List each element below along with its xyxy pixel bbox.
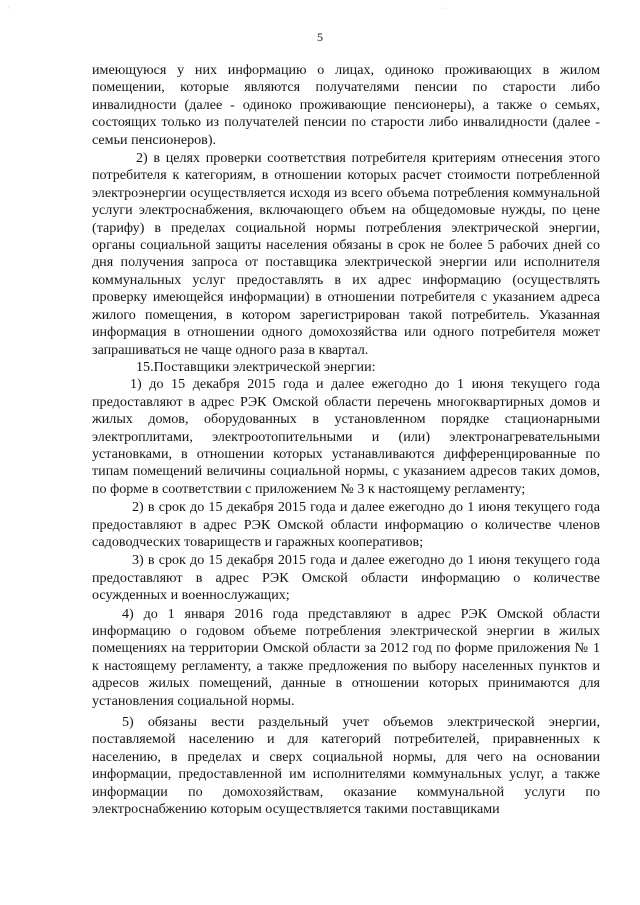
document-body [92, 62, 600, 818]
scan-artifact-left: ' · [8, 6, 13, 12]
paragraph-item-5: 5) обязаны вести раздельный учет объемов электрической энергии, поставляемой населению и для категорий потребителей, приравненных к населению, в пределах и сверх социальной нормы, для чего на основании информации, предоставленной им исполнителями коммунальных услуг, а также информации по домохозяйствам, оказание коммунальной услуги по электроснабжению которым осуществляется такими поставщиками [92, 714, 600, 818]
paragraph-item-2: 2) в целях проверки соответствия потребителя критериям отнесения этого потребителя к категориям, в отношении которых расчет стоимости потребленной электроэнергии осуществляется исходя из всего объема потребления коммунальной услуги электроснабжения, включающего объем на общедомовые нужды, по цене (тарифу) в пределах социальной нормы потребления электрической энергии, органы социальной защиты населения обязаны в срок не более 5 рабочих дней со дня получения запроса от поставщика электрической энергии или исполнителя коммунальных услуг предоставлять в их адрес информацию (осуществлять проверку имеющейся информации) в отношении потребителя с указанием адреса жилого помещения, в котором зарегистрирован такой потребитель. Указанная информация в отношении одного домохозяйства или одного потребителя может запрашиваться не чаще одного раза в квартал. [92, 150, 600, 358]
paragraph-item-4: 4) до 1 января 2016 года представляют в адрес РЭК Омской области информацию о годовом объеме потребления электрической энергии в жилых помещениях на территории Омской области за 2012 год по форме приложения № 1 к настоящему регламенту, а также предложения по выбору населенных пунктов и адресов жилых помещений, данные в отношении которых принимаются для установления социальной нормы. [92, 605, 600, 709]
paragraph-continuation: имеющуюся у них информацию о лицах, одиноко проживающих в жилом помещении, которые являются получателями пенсии по старости либо инвалидности (далее - одиноко проживающие пенсионеры), а также о семьях, состоящих только из получателей пенсии по старости либо инвалидности (далее - семьи пенсионеров). [92, 62, 600, 148]
paragraph-heading-15: 15.Поставщики электрической энергии: [136, 358, 376, 375]
scan-artifact-right: · · · [440, 6, 449, 12]
paragraph-item-1: 1) до 15 декабря 2015 года и далее ежегодно до 1 июня текущего года предоставляют в адрес РЭК Омской области перечень многоквартирных домов и жилых домов, оборудованных в установленном порядке стационарными электроплитами, электроотопительными и (или) электронагревательными установками, в отношении которых устанавливаются дифференцированные по типам помещений величины социальной нормы, с указанием адресов таких домов, по форме в соответствии с приложением № 3 к настоящему регламенту; [92, 376, 600, 497]
page-number: 5 [317, 30, 323, 44]
paragraph-item-2-b: 2) в срок до 15 декабря 2015 года и далее ежегодно до 1 июня текущего года предоставляют в адрес РЭК Омской области информацию о количестве членов садоводческих товариществ и гаражных кооперативов; [92, 499, 600, 550]
paragraph-item-3: 3) в срок до 15 декабря 2015 года и далее ежегодно до 1 июня текущего года предоставляют в адрес РЭК Омской области информацию о количестве осужденных и военнослужащих; [92, 552, 600, 604]
